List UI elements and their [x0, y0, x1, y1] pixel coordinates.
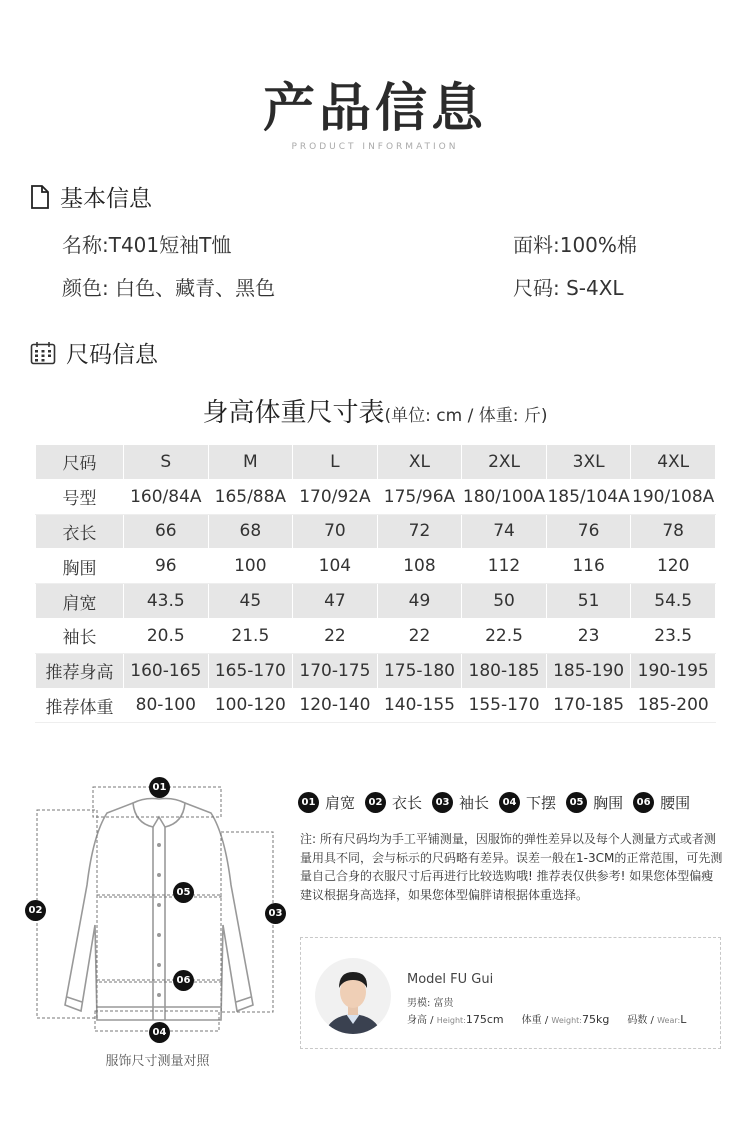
- model-wear: 码数 / Wear:L: [627, 1013, 687, 1026]
- model-stats: [407, 1011, 704, 1026]
- model-avatar-illustration: [315, 958, 391, 1034]
- table-cell: 155-170: [462, 688, 547, 723]
- table-cell: 肩宽: [36, 584, 124, 619]
- table-cell: 23: [546, 618, 631, 653]
- size-table: [35, 444, 716, 723]
- document-icon: [30, 185, 50, 209]
- size-info-heading-text: 尺码信息: [66, 342, 158, 368]
- table-cell: 96: [124, 549, 209, 584]
- table-row: [36, 514, 716, 549]
- table-cell: 衣长: [36, 514, 124, 549]
- table-cell: 23.5: [631, 618, 716, 653]
- table-cell: S: [124, 445, 209, 480]
- table-cell: 190/108A: [631, 479, 716, 514]
- legend-badge: 01: [298, 792, 319, 813]
- table-cell: 120-140: [293, 688, 378, 723]
- legend-item: [499, 792, 556, 813]
- table-cell: 74: [462, 514, 547, 549]
- table-cell: 47: [293, 584, 378, 619]
- table-cell: 76: [546, 514, 631, 549]
- legend-badge: 05: [566, 792, 587, 813]
- table-cell: 45: [208, 584, 293, 619]
- size-table-title: [0, 392, 750, 429]
- legend-item: [365, 792, 422, 813]
- marker-02: 02: [25, 900, 46, 921]
- table-cell: 170-185: [546, 688, 631, 723]
- table-cell: 100-120: [208, 688, 293, 723]
- model-avatar: [315, 958, 391, 1034]
- page-title: 产品信息: [262, 79, 487, 139]
- legend-badge: 03: [432, 792, 453, 813]
- table-cell: 175/96A: [377, 479, 462, 514]
- table-cell: 51: [546, 584, 631, 619]
- table-cell: 22: [377, 618, 462, 653]
- legend-item: [566, 792, 623, 813]
- table-cell: 78: [631, 514, 716, 549]
- basic-info-heading: [30, 180, 152, 213]
- table-cell: 160/84A: [124, 479, 209, 514]
- legend-label: 衣长: [392, 794, 423, 812]
- table-row: [36, 549, 716, 584]
- legend-badge: 02: [365, 792, 386, 813]
- table-cell: 66: [124, 514, 209, 549]
- table-cell: 21.5: [208, 618, 293, 653]
- legend-item: [633, 792, 690, 813]
- table-header-row: [36, 445, 716, 480]
- size-table-title-main: 身高体重尺寸表: [202, 398, 385, 428]
- table-cell: 170/92A: [293, 479, 378, 514]
- table-cell: 54.5: [631, 584, 716, 619]
- table-cell: 22: [293, 618, 378, 653]
- model-card: [300, 937, 721, 1049]
- table-cell: 140-155: [377, 688, 462, 723]
- measurement-legend: [298, 792, 690, 813]
- table-cell: 4XL: [631, 445, 716, 480]
- model-weight: 体重 / Weight:75kg: [521, 1013, 610, 1026]
- marker-03: 03: [265, 903, 286, 924]
- table-cell: 43.5: [124, 584, 209, 619]
- calendar-icon: [30, 341, 56, 365]
- table-cell: 22.5: [462, 618, 547, 653]
- legend-label: 袖长: [459, 794, 490, 812]
- table-cell: 72: [377, 514, 462, 549]
- marker-01: 01: [149, 777, 170, 798]
- table-cell: 70: [293, 514, 378, 549]
- legend-badge: 04: [499, 792, 520, 813]
- table-row: [36, 653, 716, 688]
- model-name-en: Model FU Gui: [407, 972, 494, 987]
- table-cell: 185/104A: [546, 479, 631, 514]
- marker-04: 04: [149, 1022, 170, 1043]
- table-cell: 112: [462, 549, 547, 584]
- legend-label: 肩宽: [325, 794, 356, 812]
- table-cell: 49: [377, 584, 462, 619]
- table-cell: 68: [208, 514, 293, 549]
- table-cell: L: [293, 445, 378, 480]
- page-subtitle: PRODUCT INFORMATION: [291, 142, 459, 152]
- table-cell: 胸围: [36, 549, 124, 584]
- size-table-title-unit: (单位: cm / 体重: 斤): [384, 406, 548, 426]
- legend-badge: 06: [633, 792, 654, 813]
- size-info-heading: [30, 336, 158, 369]
- product-sizes: 尺码: S-4XL: [513, 276, 624, 300]
- model-height: 身高 / Height:175cm: [407, 1013, 504, 1026]
- table-cell: 号型: [36, 479, 124, 514]
- table-cell: 180-185: [462, 653, 547, 688]
- table-cell: 120: [631, 549, 716, 584]
- table-cell: 175-180: [377, 653, 462, 688]
- table-cell: 108: [377, 549, 462, 584]
- model-name-cn: 男模: 富贵: [407, 998, 454, 1009]
- table-cell: 116: [546, 549, 631, 584]
- table-row: [36, 479, 716, 514]
- table-cell: M: [208, 445, 293, 480]
- diagram-caption: 服饰尺寸测量对照: [105, 1054, 210, 1069]
- shirt-diagram: [25, 775, 295, 1050]
- legend-label: 胸围: [593, 794, 624, 812]
- legend-item: [432, 792, 489, 813]
- table-cell: 160-165: [124, 653, 209, 688]
- table-cell: 170-175: [293, 653, 378, 688]
- table-row: [36, 618, 716, 653]
- legend-label: 下摆: [526, 794, 557, 812]
- table-cell: 190-195: [631, 653, 716, 688]
- table-cell: 185-190: [546, 653, 631, 688]
- table-cell: 推荐体重: [36, 688, 124, 723]
- table-cell: 104: [293, 549, 378, 584]
- legend-label: 腰围: [660, 794, 691, 812]
- table-cell: 尺码: [36, 445, 124, 480]
- table-cell: 180/100A: [462, 479, 547, 514]
- table-row: [36, 584, 716, 619]
- table-cell: XL: [377, 445, 462, 480]
- product-colors: 颜色: 白色、藏青、黑色: [62, 276, 276, 300]
- table-row: [36, 688, 716, 723]
- shirt-illustration: [25, 775, 295, 1050]
- table-cell: 2XL: [462, 445, 547, 480]
- product-name: 名称:T401短袖T恤: [62, 233, 232, 257]
- table-cell: 推荐身高: [36, 653, 124, 688]
- table-cell: 袖长: [36, 618, 124, 653]
- table-cell: 20.5: [124, 618, 209, 653]
- table-cell: 185-200: [631, 688, 716, 723]
- table-cell: 165-170: [208, 653, 293, 688]
- marker-06: 06: [173, 970, 194, 991]
- legend-item: [298, 792, 355, 813]
- basic-info-heading-text: 基本信息: [60, 186, 152, 212]
- marker-05: 05: [173, 882, 194, 903]
- table-cell: 3XL: [546, 445, 631, 480]
- table-cell: 80-100: [124, 688, 209, 723]
- table-cell: 165/88A: [208, 479, 293, 514]
- table-cell: 100: [208, 549, 293, 584]
- table-cell: 50: [462, 584, 547, 619]
- measurement-note: 注: 所有尺码均为手工平铺测量，因服饰的弹性差异以及每个人测量方式或者测量用具不同，会与标示的尺码略有差异。误差一般在1-3CM的正常范围，可先测量自己合身的衣服尺寸后再进行比较选购哦! 推荐表仅供参考! 如果您体型偏瘦建议根据身高选择，如果您体型偏胖请根据体重选择。: [300, 832, 723, 902]
- product-fabric: 面料:100%棉: [513, 233, 637, 257]
